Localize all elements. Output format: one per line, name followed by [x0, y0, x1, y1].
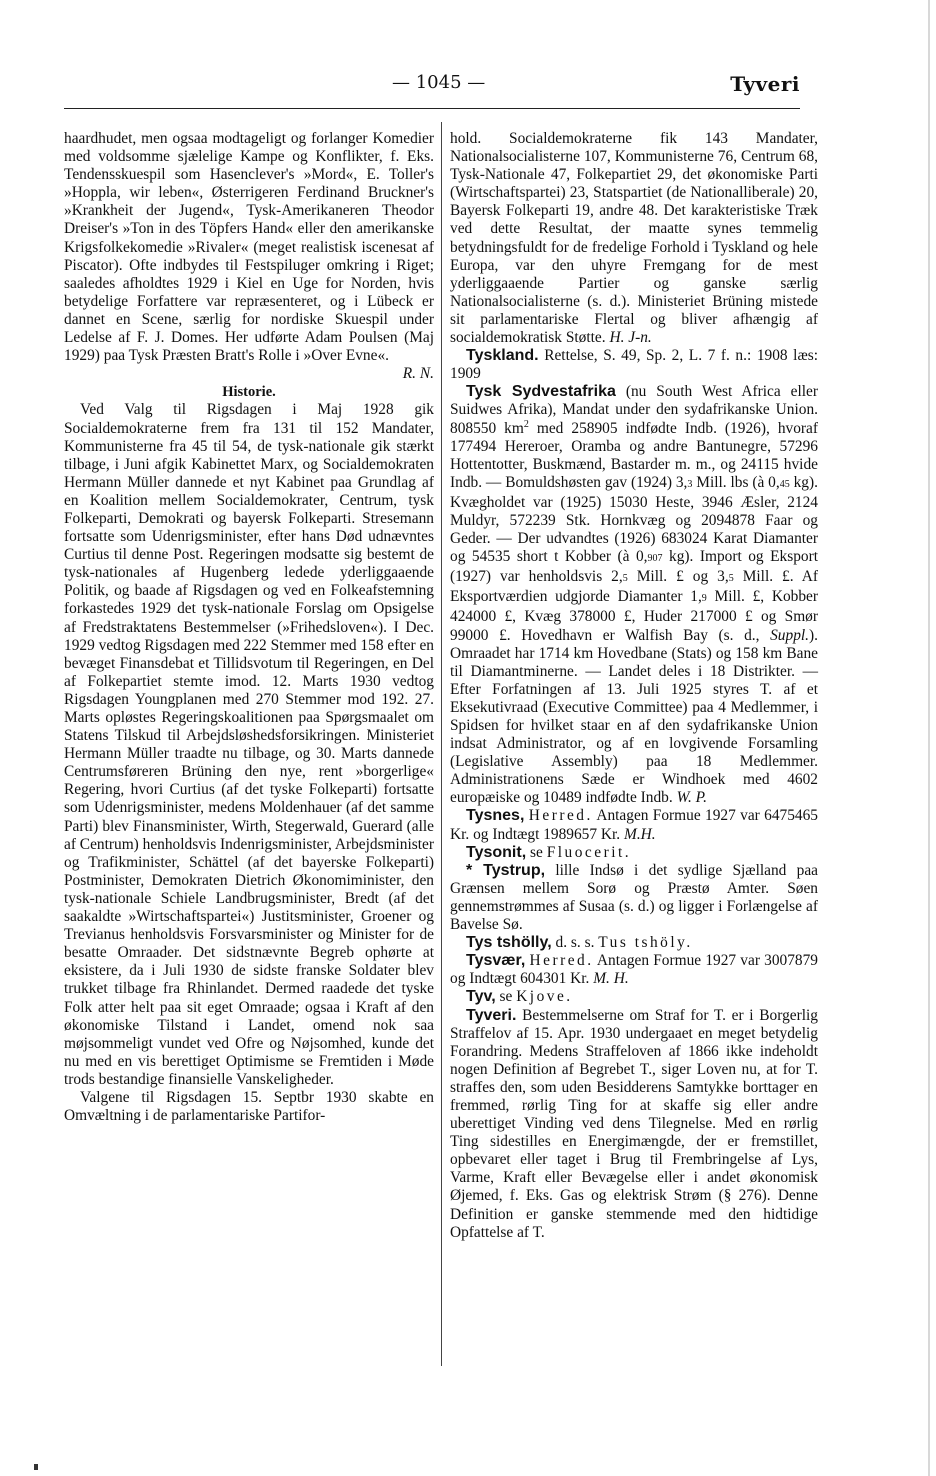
left-column: [64, 130, 434, 1125]
entry-tysk-sydvestafrika: [450, 383, 818, 807]
headword-tysonit: Tysonit,: [466, 843, 527, 861]
headword-tys-tsholly: Tys tshölly,: [466, 934, 552, 952]
entry-text: se: [530, 843, 543, 861]
entry-text: Bestemmelserne om Straf for T. er i Borgerlig Straffelov af 15. Apr. 1930 undergaaet en meget betydelig Forandring. Medens Straffeloven af 1866 ikke indeholdt nogen Definition af Begrebet T., siger Loven nu, at for T. straffes den, som uden Besidderens Samtykke borttager en fremmed, rørlig Ting for at skaffe sig eller andre uberettiget Vinding ved dens Tilegnelse. Med en rørlig Ting sidestilles en Energimængde, der er fremstillet, opbevaret eller taget i Brug til Frembringelse af Lys, Varme, Kraft eller Bevægelse eller i andet økonomisk Øjemed, f. Eks. Gas og elektrisk Strøm (§ 276). Denne Definition er ganske stemmende med den hidtidige Opfattelse af T.: [450, 1006, 818, 1241]
entry-text: Rettelse, S. 49, Sp. 2, L. 7 f. n.: 1908 læs: 1909: [450, 347, 818, 383]
entry-text: lille Indsø i det sydlige Sjælland paa Grænsen mellem Sorø og Præstø Amter. Søen gennemstrømmes af Susaa (s. d.) og ligger i Forlængelse af Bavelse Sø.: [450, 861, 818, 934]
entry-text: Mill. £. Af Eksportværdien udgjorde Diamanter 1,: [450, 568, 818, 606]
superscript: 2: [523, 418, 529, 430]
decimal-digits: 45: [779, 478, 790, 490]
decimal-digits: 5: [728, 573, 734, 585]
election-paragraph: Valgene til Rigsdagen 15. Septbr 1930 skabte en Omvæltning i de parlamentariske Partifor-: [64, 1088, 434, 1125]
scan-mark: [34, 1464, 38, 1470]
decimal-digits: 3: [687, 478, 693, 490]
entry-text: se: [499, 988, 513, 1006]
spaced-term: Herred.: [528, 807, 593, 825]
election-results-text: hold. Socialdemokraterne fik 143 Mandater, Nationalsocialisterne 107, Kommunisterne 76, Centrum 68, Tysk-Nationale 47, Folkepartiet 29, det økonomiske Parti (Wirtschaftspartei) 23, Statspartiet (de Nationalliberale) 20, Bayersk Folkeparti 19, andre 48. Det karakteristiske Træk ved dette Resultat, der maatte synes temmelig betydningsfuldt for de fredelige Forhold i Tyskland og hele Europa, var den uhyre Fremgang for de mest yderliggaaende Partier og ganske særlig Nationalsocialisterne (s. d.). Ministeriet Brüning mistede sit parlamentariske Flertal og bliver afhængig af socialdemokratisk Støtte.: [450, 130, 818, 347]
entry-tys-tsholly: [450, 934, 818, 952]
suppl-reference: Suppl.: [770, 626, 810, 644]
scan-edge: [928, 0, 930, 1476]
entry-text: Antagen Formue 1927 var 3007879 og Indtægt 604301 Kr.: [450, 952, 818, 988]
entry-text: Mill. lbs (à 0,: [696, 473, 780, 491]
entry-tysonit: [450, 844, 818, 862]
entry-text: med 258905 indfødte Indb. (1926), hvoraf 177494 Hereroer, Oramba og andre Bantunegre, 57296 Hottentotter, Buskmænd, Bastarder m. m., og 24115 hvide Indb. — Bomuldshøsten gav (1924) 3,: [450, 419, 818, 491]
decimal-digits: 907: [647, 553, 663, 565]
headword-tystrup: * Tystrup,: [466, 861, 546, 879]
cross-reference: Kjove.: [516, 988, 573, 1006]
page-header: [0, 72, 936, 102]
running-head: Tyveri: [730, 72, 800, 96]
entry-tyskland: [450, 347, 818, 383]
right-column: [450, 130, 818, 1242]
decimal-digits: 5: [622, 573, 628, 585]
entry-text: Antagen Formue 1927 var 6475465 Kr. og Indtægt 1989657 Kr.: [450, 807, 818, 843]
entry-text: kg). Kvægholdet var (1925) 15030 Heste, 3946 Æsler, 2124 Muldyr, 572239 Stk. Hornkvæg og 2094878 Faar og Geder. — Der udvandtes (1926) 683024 Karat Diamanter og 54535 short t Kobber (à 0,: [450, 473, 818, 566]
spaced-term: Herred.: [529, 952, 594, 970]
author-signature: W. P.: [676, 789, 707, 807]
cross-reference: Tus tshöly.: [598, 934, 693, 952]
headword-tysvaer: Tysvær,: [466, 952, 526, 970]
author-signature: M.H.: [624, 825, 656, 843]
headword-tyskland: Tyskland.: [466, 347, 539, 365]
cross-reference: Fluocerit.: [546, 843, 632, 861]
decimal-digits: 9: [701, 593, 707, 605]
header-rule: [64, 108, 800, 109]
election-results-paragraph: [450, 130, 818, 347]
entry-tysvaer: [450, 952, 818, 988]
history-paragraph: Ved Valg til Rigsdagen i Maj 1928 gik Socialdemokraterne frem fra 131 til 152 Mandater, Kommunisterne fra 45 til 54, de tysk-nationale gik stærkt tilbage, i Juni afgik Kabinettet Marx, og Socialdemokraten Hermann Müller dannede et nyt Kabinet paa Grundlag af en Koalition mellem Socialdemokrater, Centrum, tysk Folkeparti, Demokrati og bayersk Folkeparti. Stresemann fortsatte som Udenrigsminister, efter hans Død udnævntes Curtius til denne Post. Regeringen modsatte sig bestemt de tysk-nationales af Hugenberg ledede yderliggaaende Politik, og baade af Rigsdagen og ved en Folkeafstemning forkastedes 1929 det tysk-nationale Forslag om Opsigelse af Fredstraktatens Bestemmelser (»Frihedsloven«). I Dec. 1929 vedtog Rigsdagen med 222 Stemmer med 158 efter en bevæget Finansdebat et Tillidsvotum til Regeringen, en Del af Folkepartiet stemte imod. 12. Marts 1930 vedtog Rigsdagen Youngplanen med 270 Stemmer mod 192. 27. Marts opløstes Regeringskoalitionen paa Spørgsmaalet om Statens Tilskud til Arbejdsløshedsforsikringen. Ministeriet Hermann Müller traadte nu tilbage, og 30. Marts dannede Centrumsføreren Brüning den nye, rent »borgerlige« Regering, hvori Curtius (af det tyske Folkeparti) fortsatte som Udenrigsminister, medens Moldenhauer (af det samme Parti) blev Finansminister, Wirth, Stegerwald, Guerard (alle af Centrum) henholdsvis Indenrigsminister, Arbejdsminister og Trafikminister, Schättel (af det bayerske Folkeparti) Postminister, Demokraten Dietrich Økonomiminister, den tysk-nationale Schiele Landbrugsminister, Bredt (af det saakaldte »Wirtschaftspartei«) Justitsminister, Groener og Trevianus henholdsvis Forsvarsminister og Minister for de besatte Omraader. Det sidstnævnte Begreb ophørte at eksistere, da i Juli 1930 de sidste franske Soldater blev trukket tilbage fra Rhinlandet. Dermed raadede det tyske Folk atter helt paa sit eget Omraade; ogsaa i Kraft af den økonomiske Tilstand i Landet, omend nok saa møjsommeligt vundet ved Ofre og Nøjsomhed, kunde det nu med en vis berettiget Optimisme se Fremtiden i Møde trods bestandige finansielle Vanskeligheder.: [64, 401, 434, 1088]
author-signature: R. N.: [402, 365, 434, 383]
entry-text: Mill. £ og 3,: [636, 568, 729, 586]
column-divider: [441, 122, 442, 1366]
section-heading-historie: Historie.: [222, 384, 276, 401]
entry-tystrup: [450, 862, 818, 934]
entry-tysnes: [450, 807, 818, 843]
entry-tyv: [450, 988, 818, 1006]
entry-tyveri: [450, 1007, 818, 1242]
theatre-paragraph: haardhudet, men ogsaa modtageligt og forlanger Komedier med voldsomme sjælelige Kampe og Konflikter, f. Eks. Tendensskuespil som Hasenclever's »Mord«, E. Toller's »Hoppla, wir leben«, Østerrigeren Ferdinand Bruckner's »Krankheit der Jugend«, Tysk-Amerikaneren Theodor Dreiser's »Ton in des Töpfers Hand« eller den amerikanske Krigsfolkekomedie »Rivaler« (meget realistisk iscenesat af Piscator). Ofte indbydes til Festspiluger omkring i Riget; saaledes afholdtes 1929 i Kiel en Uge for Norden, hvis betydelige Forfattere var repræsenteret, og i Lübeck er dannet en Scene, særlig for nordiske Skuespil under Ledelse af F. J. Domes. Her udførte Adam Poulsen (Maj 1929) paa Tysk Præsten Bratt's Rolle i »Over Evne«.: [64, 130, 434, 365]
entry-text: Mill. £, Kobber 424000 £, Kvæg 378000 £, Huder 217000 £ og Smør 99000 £. Hovedhavn er Walfish Bay (s. d.,: [450, 588, 818, 644]
page-number: — 1045 —: [392, 72, 486, 93]
headword-tysnes: Tysnes,: [466, 807, 525, 825]
author-signature: H. J-n.: [609, 329, 652, 347]
entry-text: d. s. s.: [555, 934, 595, 952]
entry-text: ). Omraadet har 1714 km Hovedbane (Stats) og 158 km Bane til Diamantminerne. — Landet deles i 18 Distrikter. — Efter Forfatningen af 13. Juli 1925 styres T. af et Eksekutivraad (Executive Committee) paa 4 Medlemmer, i Spidsen for hvilket staar en af den sydafrikanske Union indsat Administrator, og af en lovgivende Forsamling (Legislative Assembly) paa 18 Medlemmer. Administrationens Sæde er Windhoek med 4602 europæiske og 10489 indfødte Indb.: [450, 626, 818, 807]
headword-tysk-sydvestafrika: Tysk Sydvestafrika: [466, 383, 616, 401]
entry-text: (nu South West Africa eller Suidwes Afrika), Mandat under den sydafrikanske Union. 808550 km: [450, 383, 818, 437]
headword-tyv: Tyv,: [466, 988, 496, 1006]
headword-tyveri: Tyveri.: [466, 1006, 517, 1024]
entry-text: kg). Import og Eksport (1927) var henholdsvis 2,: [450, 548, 818, 586]
author-signature: M. H.: [593, 970, 629, 988]
